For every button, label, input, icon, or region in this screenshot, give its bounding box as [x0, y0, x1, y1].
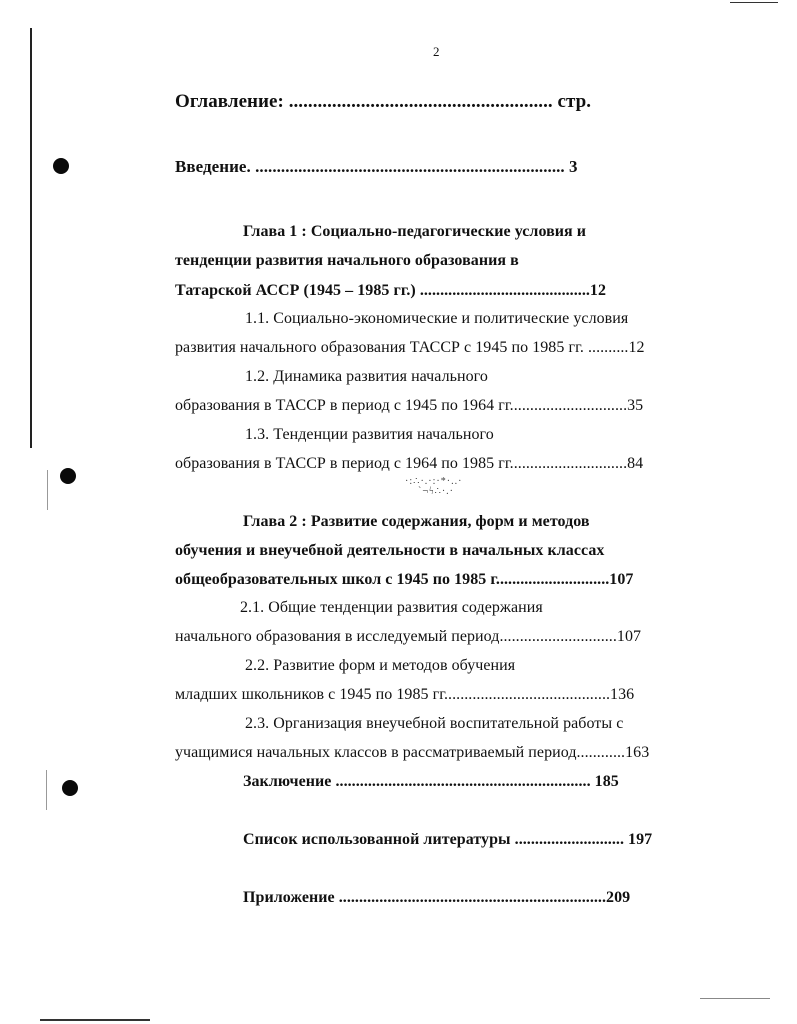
toc-section-2-2-line-1: 2.2. Развитие форм и методов обучения: [245, 657, 516, 674]
scan-edge-mark: [40, 1019, 150, 1021]
toc-chapter-2-line-3: общеобразовательных школ с 1945 по 1985 г............................107: [175, 571, 634, 588]
toc-chapter-2-line-1: Глава 2 : Развитие содержания, форм и методов: [243, 513, 590, 530]
toc-section-1-1-line-1: 1.1. Социально-экономические и политические условия: [245, 310, 629, 327]
toc-title: Оглавление: ....................................................... стр.: [175, 91, 592, 112]
toc-chapter-2-line-2: обучения и внеучебной деятельности в начальных классах: [175, 542, 605, 559]
toc-chapter-1-line-2: тенденции развития начального образования в: [175, 252, 519, 269]
punch-hole: [60, 468, 76, 484]
toc-section-2-2-line-2: младших школьников с 1945 по 1985 гг.........................................136: [175, 686, 635, 703]
toc-section-1-3-line-1: 1.3. Тенденции развития начального: [245, 426, 494, 443]
toc-conclusion: Заключение ............................................................... 185: [243, 773, 619, 790]
scan-noise: `¬ϟ∴·.·: [418, 486, 455, 497]
toc-introduction: Введение. ........................................................................ 3: [175, 157, 578, 176]
toc-section-2-3-line-1: 2.3. Организация внеучебной воспитательной работы с: [245, 715, 624, 732]
punch-hole: [53, 158, 69, 174]
toc-bibliography: Список использованной литературы ........................... 197: [243, 831, 653, 848]
scan-noise: ·:∴·.·:·*·..·: [405, 476, 463, 487]
toc-section-2-1-line-2: начального образования в исследуемый период.............................107: [175, 628, 642, 645]
binding-edge-line: [46, 770, 47, 810]
toc-section-1-2-line-1: 1.2. Динамика развития начального: [245, 368, 488, 385]
toc-section-2-1-line-1: 2.1. Общие тенденции развития содержания: [240, 599, 543, 616]
scan-edge-mark: [700, 998, 770, 999]
toc-section-1-2-line-2: образования в ТАССР в период с 1945 по 1964 гг.............................35: [175, 397, 644, 414]
toc-section-1-3-line-2: образования в ТАССР в период с 1964 по 1985 гг.............................84: [175, 455, 644, 472]
page-number: 2: [433, 44, 440, 59]
toc-chapter-1-line-3: Татарской АССР (1945 – 1985 гг.) ..........................................12: [175, 282, 607, 299]
punch-hole: [62, 780, 78, 796]
binding-edge-line: [47, 470, 48, 510]
toc-chapter-1-line-1: Глава 1 : Социально-педагогические условия и: [243, 223, 587, 240]
toc-appendix: Приложение ..................................................................209: [243, 889, 631, 906]
scan-edge-mark: [730, 2, 778, 3]
binding-edge-line: [30, 28, 32, 448]
toc-section-2-3-line-2: учащимися начальных классов в рассматриваемый период............163: [175, 744, 650, 761]
toc-section-1-1-line-2: развития начального образования ТАССР с 1945 по 1985 гг. ..........12: [175, 339, 645, 356]
